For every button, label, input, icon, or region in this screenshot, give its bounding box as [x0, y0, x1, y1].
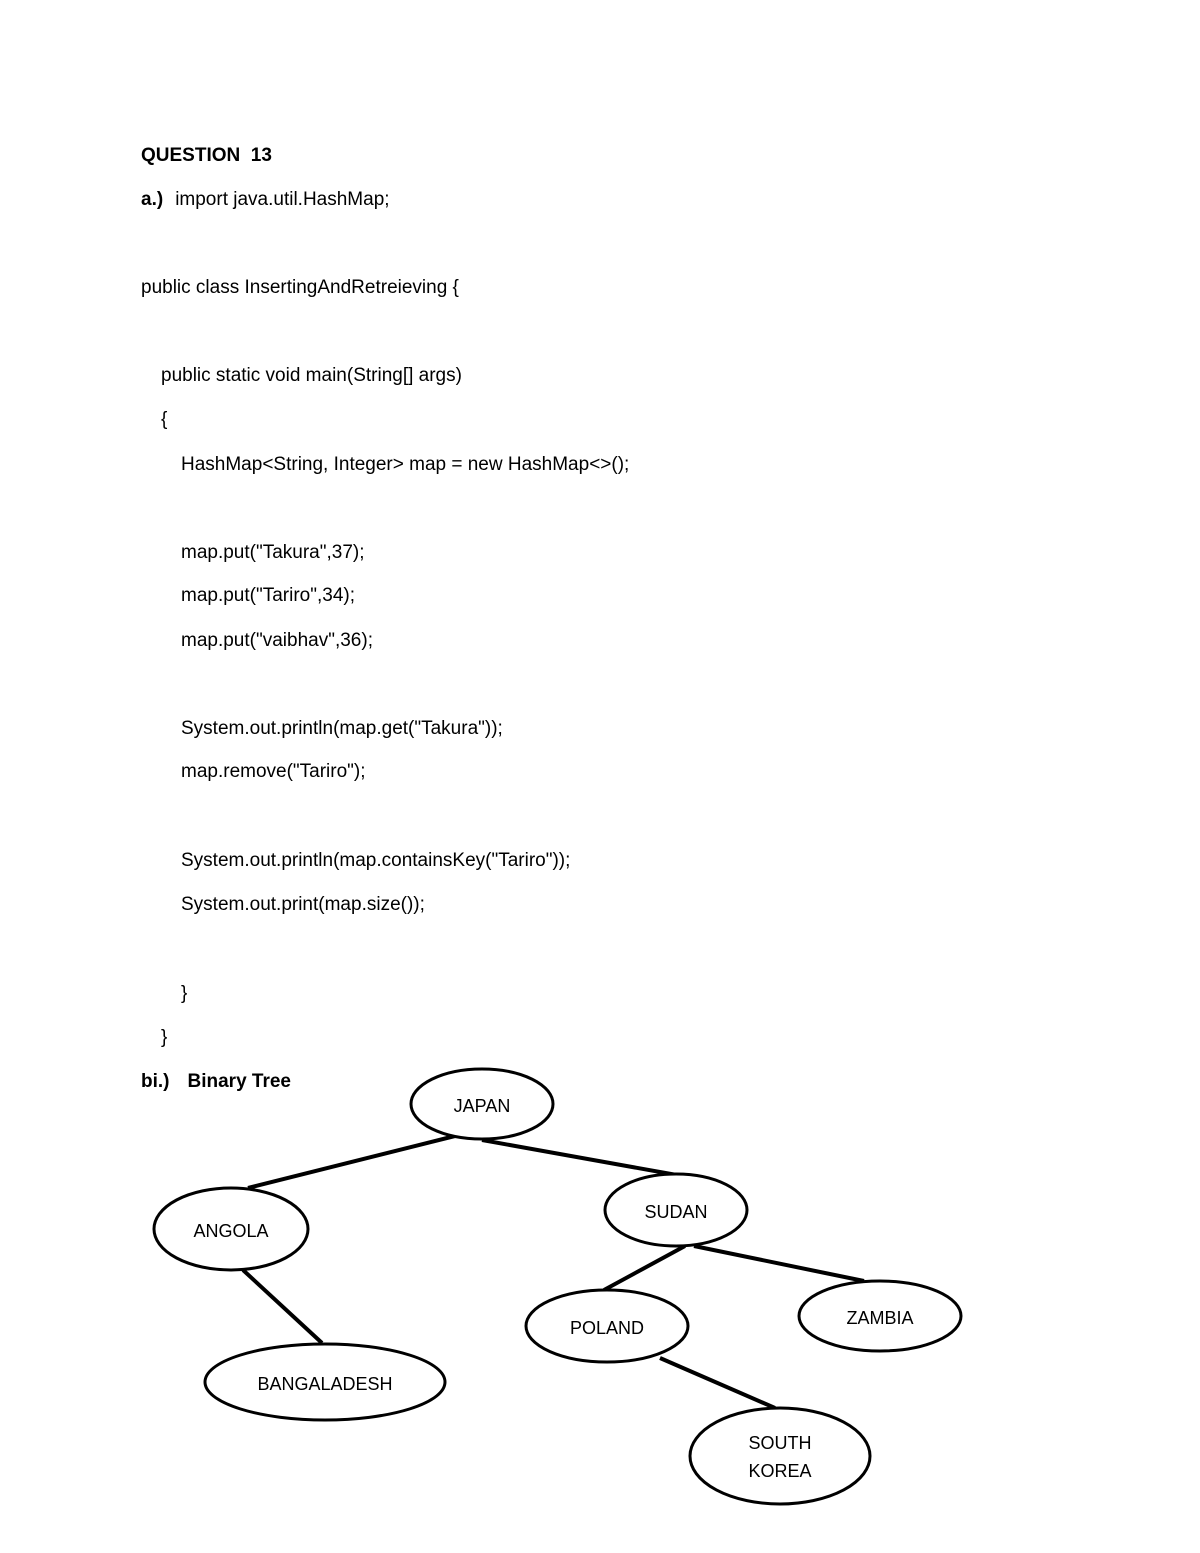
- question-title: QUESTION 13: [141, 145, 272, 166]
- node-japan-label: JAPAN: [453, 1096, 511, 1116]
- code-line-class: public class InsertingAndRetreieving {: [141, 277, 459, 298]
- node-south-korea-label-line2: KOREA: [748, 1461, 812, 1481]
- node-south-korea: [690, 1408, 870, 1504]
- code-text: import java.util.HashMap;: [175, 189, 390, 210]
- node-poland-label: POLAND: [569, 1318, 645, 1338]
- node-sudan: [605, 1174, 747, 1246]
- node-sudan-label: SUDAN: [644, 1202, 708, 1222]
- code-line-put-vaibhav: map.put("vaibhav",36);: [181, 630, 373, 651]
- code-line-put-takura: map.put("Takura",37);: [181, 542, 365, 563]
- node-poland: [526, 1290, 688, 1362]
- code-line-hashmap: HashMap<String, Integer> map = new HashMap<>();: [181, 454, 630, 475]
- code-line-println-contains: System.out.println(map.containsKey("Tariro"));: [181, 850, 571, 871]
- code-line-println-get: System.out.println(map.get("Takura"));: [181, 718, 503, 739]
- code-line-close-main: }: [181, 983, 188, 1004]
- code-line-print-size: System.out.print(map.size());: [181, 894, 425, 915]
- edge-japan-sudan: [482, 1140, 688, 1177]
- edge-poland-south-korea: [660, 1358, 775, 1408]
- part-a-label: a.): [141, 189, 164, 210]
- node-bangaladesh-label: BANGALADESH: [257, 1374, 393, 1394]
- code-line-main: public static void main(String[] args): [161, 365, 462, 386]
- edge-sudan-zambia: [694, 1246, 864, 1281]
- node-zambia-label: ZAMBIA: [846, 1308, 914, 1328]
- node-bangaladesh: [205, 1344, 445, 1420]
- node-angola: [154, 1188, 308, 1270]
- edge-sudan-poland: [604, 1246, 685, 1290]
- code-line-put-tariro: map.put("Tariro",34);: [181, 585, 355, 606]
- code-line-remove: map.remove("Tariro");: [181, 761, 366, 782]
- code-line-open-brace: {: [161, 409, 168, 430]
- edge-japan-angola: [248, 1136, 455, 1188]
- node-angola-label: ANGOLA: [193, 1221, 269, 1241]
- code-line-close-class: }: [161, 1027, 168, 1048]
- binary-tree-title: Binary Tree: [187, 1071, 291, 1092]
- edge-angola-bangaladesh: [243, 1270, 322, 1343]
- node-south-korea-label-line1: SOUTH: [748, 1433, 812, 1453]
- part-bi-label: bi.): [141, 1071, 170, 1092]
- node-japan: [411, 1069, 553, 1139]
- node-zambia: [799, 1281, 961, 1351]
